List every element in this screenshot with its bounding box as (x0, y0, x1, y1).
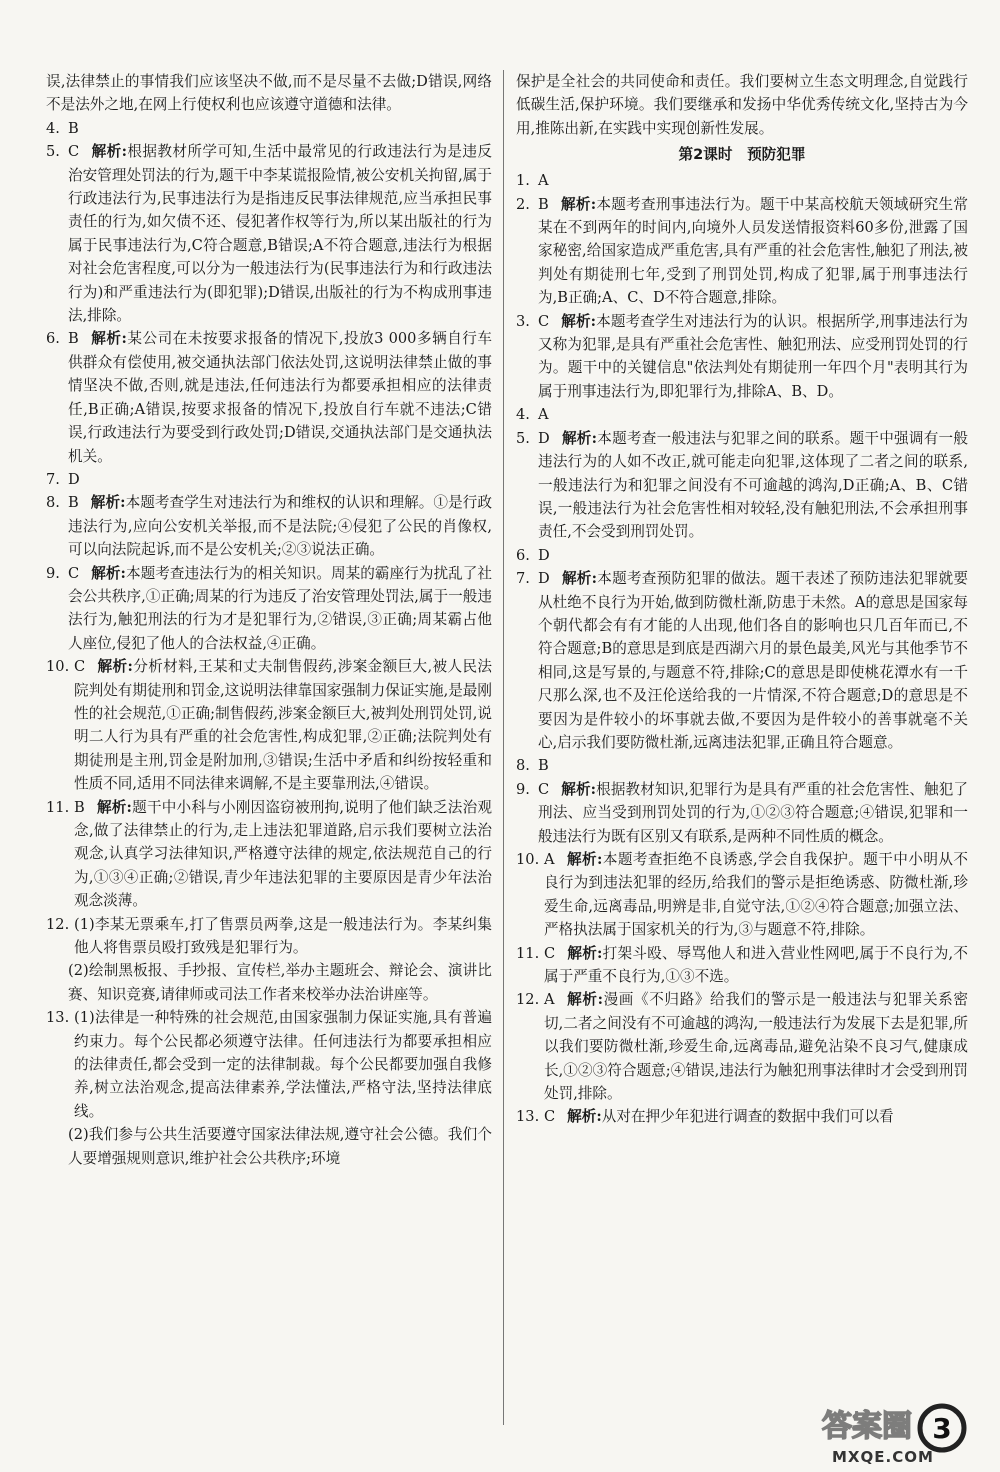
answer-item (516, 848, 968, 942)
item-answer: D (538, 546, 550, 564)
item-number: 1. (516, 172, 530, 190)
item-number: 7. (46, 470, 60, 488)
item-answer: C (68, 564, 80, 582)
item-text: 根据教材所学可知,生活中最常见的行政违法行为是违反治安管理处罚法的行为,题干中李某谎报险情,被公安机关拘留,属于行政违法行为,民事违法行为是指违反民事法律规范,应当承担民事责任的行为,如欠债不还、侵犯著作权等行为,所以某出版社的行为属于民事违法行为,C符合题意,B错误;A不符合题意,违法行为根据对社会危害程度,可以分为一般违法行为(民事违法行为和行政违法行为)和严重违法行为(即犯罪);D错误,出版社的行为不构成刑事违法,排除。 (68, 143, 492, 325)
item-number: 9. (46, 564, 60, 582)
item-answer: D (538, 570, 550, 588)
analysis-label: 解析: (90, 330, 127, 348)
analysis-label: 解析: (561, 780, 597, 798)
answer-item (516, 193, 968, 310)
right-answer-list (516, 169, 968, 1129)
item-text: 本题考查学生对违法行为和维权的认识和理解。①是行政违法行为,应向公安机关举报,而不是法院;④侵犯了公民的肖像权,可以向法院起诉,而不是公安机关;②③说法正确。 (68, 494, 492, 559)
analysis-label: 解析: (567, 1108, 602, 1126)
item-text: 本题考查刑事违法行为。题干中某高校航天领域研究生常某在不到两年的时间内,向境外人员发送情报资料60多份,泄露了国家秘密,给国家造成严重危害,具有严重的社会危害性,触犯了刑法,被判处有期徒刑七年,受到了刑罚处罚,构成了犯罪,属于刑事违法行为,B正确;A、C、D不符合题意,排除。 (538, 195, 968, 307)
item-text: 从对在押少年犯进行调查的数据中我们可以看 (601, 1108, 894, 1126)
item-number: 8. (516, 757, 530, 775)
analysis-label: 解析: (566, 991, 603, 1009)
item-text: 打架斗殴、辱骂他人和进入营业性网吧,属于不良行为,不属于严重不良行为,①③不选。 (544, 944, 969, 986)
item-answer: D (68, 470, 80, 488)
item-number: 6. (516, 546, 530, 564)
item-text: (1)李某无票乘车,打了售票员两拳,这是一般违法行为。李某纠集他人将售票员殴打致残是犯罪行为。 (74, 915, 492, 957)
item-answer: C (74, 658, 86, 676)
answer-item (516, 942, 968, 989)
watermark-url: MXQE.COM (832, 1448, 934, 1466)
item-number: 10. (516, 851, 540, 868)
item-number: 7. (516, 570, 530, 588)
item-number: 4. (516, 406, 530, 424)
item-answer: A (544, 991, 555, 1009)
answer-item (516, 544, 968, 567)
answer-item (46, 491, 492, 561)
item-number: 11. (516, 944, 540, 962)
item-text: 本题考查一般违法与犯罪之间的联系。题干中强调有一般违法行为的人如不改正,就可能走向犯罪,这体现了二者之间的联系,一般违法行为和犯罪之间没有不可逾越的鸿沟,D正确;A、B、C错误,一般违法行为社会危害性相对较轻,没有触犯刑法,不会承担刑事责任,不会受到刑罚处罚。 (538, 429, 968, 541)
item-answer: C (538, 312, 550, 330)
item-text: 某公司在未按要求报备的情况下,投放3 000多辆自行车供群众有偿使用,被交通执法部门依法处罚,这说明法律禁止做的事情坚决不做,否则,就是违法,任何违法行为都要承担相应的法律责任,B正确;A错误,按要求报备的情况下,投放自行车就不违法;C错误,行政违法行为要受到行政处罚;D错误,交通执法部门是交通执法机关。 (68, 330, 492, 465)
right-column (516, 70, 968, 1129)
item-answer: A (544, 851, 555, 868)
item-answer: A (538, 406, 549, 424)
item-subanswer: (2)我们参与公共生活要遵守国家法律法规,遵守社会公德。我们个人要增强规则意识,维护社会公共秩序;环境 (68, 1126, 492, 1167)
item-text: 本题考查预防犯罪的做法。题干表述了预防违法犯罪就要从杜绝不良行为开始,做到防微杜渐,防患于未然。A的意思是国家每个朝代都会有有才能的人出现,他们各自的影响也只几百年而已,不符合题意;B的意思是到底是西湖六月的景色最美,风光与其他季节不相同,这是写景的,与题意不符,排除;C的意思是即使桃花潭水有一千尺那么深,也不及汪伦送给我的一片情深,不符合题意;D的意思是不要因为是件较小的坏事就去做,不要因为是件较小的善事就毫不关心,启示我们要防微杜渐,远离违法犯罪,正确且符合题意。 (538, 570, 968, 751)
item-number: 5. (46, 143, 60, 161)
item-number: 8. (46, 494, 60, 512)
item-text: 漫画《不归路》给我们的警示是一般违法与犯罪关系密切,二者之间没有不可逾越的鸿沟,一般违法行为发展下去是犯罪,所以我们要防微杜渐,珍爱生命,远离毒品,避免沾染不良习气,健康成长,①②③符合题意;④错误,违法行为触犯刑事法律时才会受到刑罚处罚,排除。 (544, 991, 968, 1103)
analysis-label: 解析: (91, 143, 127, 161)
item-answer: C (544, 1108, 556, 1126)
item-number: 6. (46, 330, 60, 348)
answer-item (516, 1105, 968, 1128)
page-number: 3 (932, 1412, 952, 1445)
answer-item (516, 778, 968, 848)
item-number: 2. (516, 195, 530, 213)
analysis-label: 解析: (567, 944, 603, 962)
item-text: (1)法律是一种特殊的社会规范,由国家强制力保证实施,具有普遍约束力。每个公民都必须遵守法律。任何违法行为都要承担相应的法律责任,都会受到一定的法律制裁。每个公民都要加强自我修养,树立法治观念,提高法律素养,学法懂法,严格守法,坚持法律底线。 (74, 1009, 492, 1120)
right-continuation: 保护是全社会的共同使命和责任。我们要树立生态文明理念,自觉践行低碳生活,保护环境。我们要继承和发扬中华优秀传统文化,坚持古为今用,推陈出新,在实践中实现创新性发展。 (516, 73, 968, 137)
item-number: 12. (46, 915, 70, 933)
answer-item (516, 427, 968, 544)
answer-item (46, 117, 492, 140)
item-answer: C (68, 143, 80, 161)
left-continuation: 误,法律禁止的事情我们应该坚决不做,而不是尽量不去做;D错误,网络不是法外之地,在网上行使权利也应该遵守道德和法律。 (46, 73, 492, 114)
answer-item (46, 327, 492, 467)
analysis-label: 解析: (561, 570, 598, 588)
item-answer: B (538, 757, 549, 775)
answer-item (46, 468, 492, 491)
answer-item (516, 988, 968, 1105)
item-number: 3. (516, 312, 530, 330)
item-answer: A (538, 172, 549, 190)
answer-item (46, 1006, 492, 1123)
item-answer: C (544, 944, 556, 962)
item-number: 5. (516, 429, 530, 447)
answer-item (46, 140, 492, 327)
item-subanswer: (2)绘制黑板报、手抄报、宣传栏,举办主题班会、辩论会、演讲比赛、知识竞赛,请律师或司法工作者来校举办法治讲座等。 (68, 962, 492, 1003)
item-text: 本题考查拒绝不良诱惑,学会自我保护。题干中小明从不良行为到违法犯罪的经历,给我们的警示是拒绝诱惑、防微杜渐,珍爱生命,远离毒品,明辨是非,自觉守法,①②④符合题意;加强立法、严格执法属于国家机关的行为,③与题意不符,排除。 (544, 851, 968, 939)
watermark-logo-text: 答案圈 (822, 1409, 912, 1444)
item-number: 11. (46, 798, 70, 816)
item-text: 分析材料,王某和丈夫制售假药,涉案金额巨大,被人民法院判处有期徒刑和罚金,这说明法律靠国家强制力保证实施,是最刚性的社会规范,①正确;制售假药,涉案金额巨大,被判处刑罚处罚,说明二人行为具有严重的社会危害性,构成犯罪,②正确;法院判处有期徒刑是主刑,罚金是附加刑,③错误;生活中矛盾和纠纷按轻重和性质不同,适用不同法律来调解,不是主要靠刑法,④错误。 (74, 658, 493, 793)
analysis-label: 解析: (561, 429, 598, 447)
answer-item (516, 754, 968, 777)
analysis-label: 解析: (561, 312, 597, 330)
item-text: 本题考查学生对违法行为的认识。根据所学,刑事违法行为又称为犯罪,是具有严重社会危害性、触犯刑法、应受刑罚处罚的行为。题干中的关键信息"依法判处有期徒刑一年四个月"表明其行为属于刑事违法行为,即犯罪行为,排除A、B、D。 (538, 312, 968, 400)
item-number: 13. (516, 1108, 540, 1126)
answer-item (516, 310, 968, 404)
item-number: 12. (516, 991, 540, 1009)
answer-item (516, 403, 968, 426)
item-text: 题干中小科与小刚因盗窃被刑拘,说明了他们缺乏法治观念,做了法律禁止的行为,走上违法犯罪道路,启示我们要树立法治观念,认真学习法律知识,严格遵守法律的规定,依法规范自己的行为,①③④正确;②错误,青少年违法犯罪的主要原因是青少年法治观念淡薄。 (74, 798, 492, 910)
item-answer: B (538, 195, 549, 213)
answer-item (516, 169, 968, 192)
answer-item (46, 562, 492, 656)
left-answer-list (46, 117, 492, 1170)
analysis-label: 解析: (97, 658, 133, 676)
answer-item (46, 655, 492, 795)
item-answer: B (68, 494, 79, 512)
item-number: 9. (516, 780, 530, 798)
left-column (46, 70, 492, 1170)
item-number: 4. (46, 119, 60, 137)
item-text: 根据教材知识,犯罪行为是具有严重的社会危害性、触犯了刑法、应当受到刑罚处罚的行为,①②③符合题意;④错误,犯罪和一般违法行为既有区别又有联系,是两种不同性质的概念。 (538, 780, 968, 845)
item-answer: B (74, 798, 85, 816)
item-answer: D (538, 429, 550, 447)
item-answer: B (68, 119, 79, 137)
item-answer: B (68, 330, 79, 348)
analysis-label: 解析: (560, 195, 597, 213)
column-divider (503, 70, 504, 1425)
item-answer: C (538, 780, 550, 798)
section-title: 第2课时 预防犯罪 (678, 146, 806, 164)
item-number: 10. (46, 658, 70, 676)
answer-item (46, 913, 492, 960)
analysis-label: 解析: (90, 494, 126, 512)
item-number: 13. (46, 1009, 70, 1027)
analysis-label: 解析: (91, 564, 126, 582)
item-text: 本题考查违法行为的相关知识。周某的霸座行为扰乱了社会公共秩序,①正确;周某的行为违反了治安管理处罚法,属于一般违法行为,触犯刑法的行为才是犯罪行为,②错误,③正确;周某霸占他人座位,侵犯了他人的合法权益,④正确。 (68, 564, 492, 652)
analysis-label: 解析: (566, 851, 603, 868)
analysis-label: 解析: (96, 798, 132, 816)
answer-item (46, 796, 492, 913)
answer-item (516, 567, 968, 754)
